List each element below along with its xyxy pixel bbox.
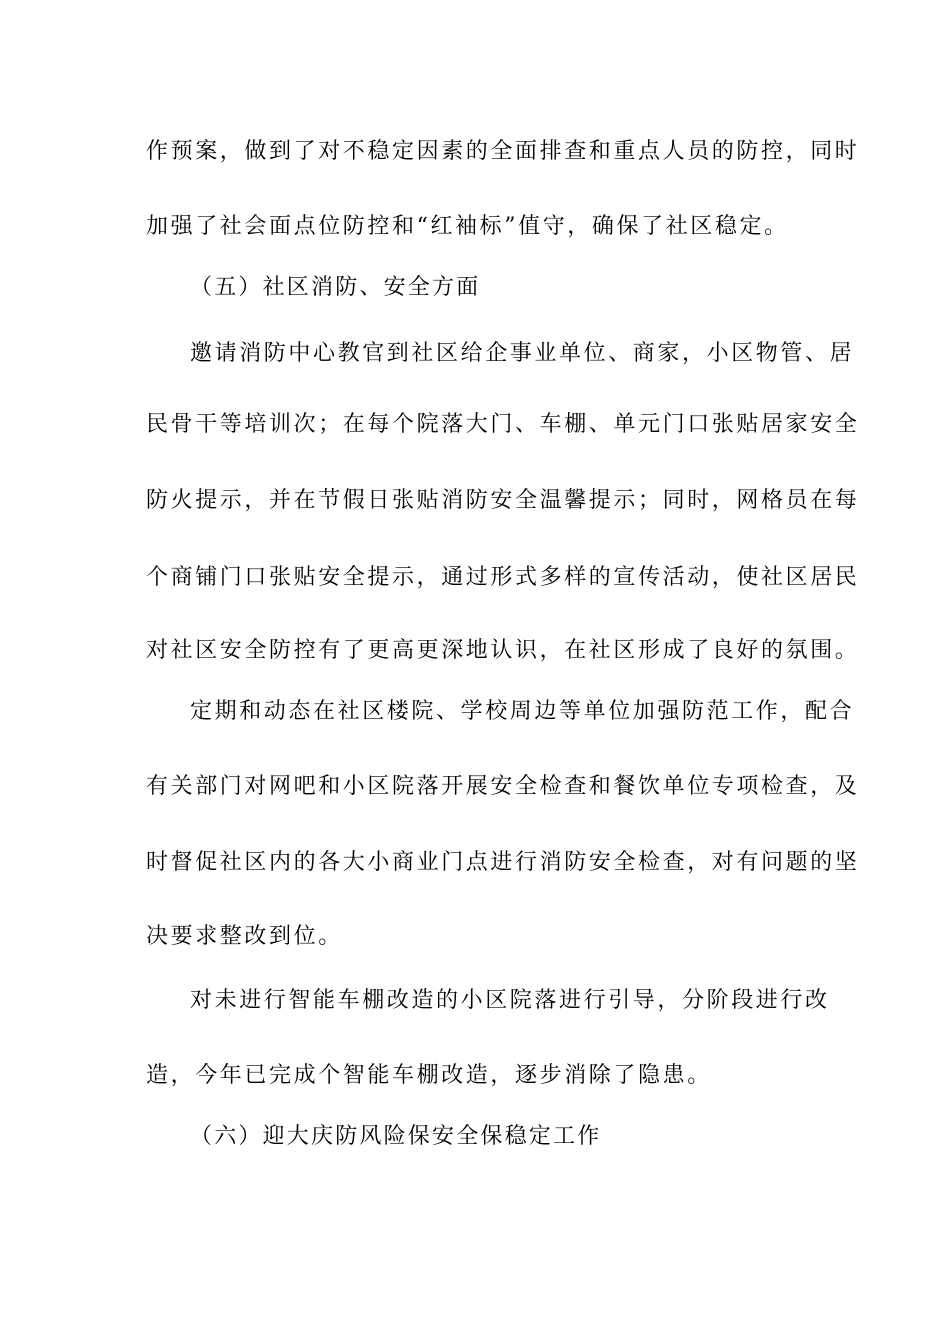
paragraph-line-3: 邀请消防中心教官到社区给企事业单位、商家，小区物管、居 [190,341,855,366]
paragraph-line-7: 对社区安全防控有了更高更深地认识，在社区形成了良好的氛围。 [146,638,860,663]
paragraph-line-8: 定期和动态在社区楼院、学校周边等单位加强防范工作，配合 [190,699,855,724]
paragraph-line-13: 造，今年已完成个智能车棚改造，逐步消除了隐患。 [146,1063,712,1088]
section-heading-6: （六）迎大庆防风险保安全保稳定工作 [190,1124,602,1149]
paragraph-line-10: 时督促社区内的各大小商业门点进行消防安全检查，对有问题的坚 [146,850,860,875]
paragraph-line-11: 决要求整改到位。 [146,924,343,949]
section-heading-5: （五）社区消防、安全方面 [190,275,481,300]
paragraph-line-5: 防火提示，并在节假日张贴消防安全温馨提示；同时，网格员在每 [146,488,860,513]
paragraph-line-12: 对未进行智能车棚改造的小区院落进行引导，分阶段进行改 [190,988,830,1013]
paragraph-line-4: 民骨干等培训次；在每个院落大门、车棚、单元门口张贴居家安全 [146,412,860,437]
paragraph-line-9: 有关部门对网吧和小区院落开展安全检查和餐饮单位专项检查，及 [146,774,860,799]
paragraph-line-6: 个商铺门口张贴安全提示，通过形式多样的宣传活动，使社区居民 [146,565,860,590]
paragraph-line-2: 加强了社会面点位防控和“红袖标”值守，确保了社区稳定。 [146,214,789,239]
paragraph-line-1: 作预案，做到了对不稳定因素的全面排查和重点人员的防控，同时 [146,139,860,164]
